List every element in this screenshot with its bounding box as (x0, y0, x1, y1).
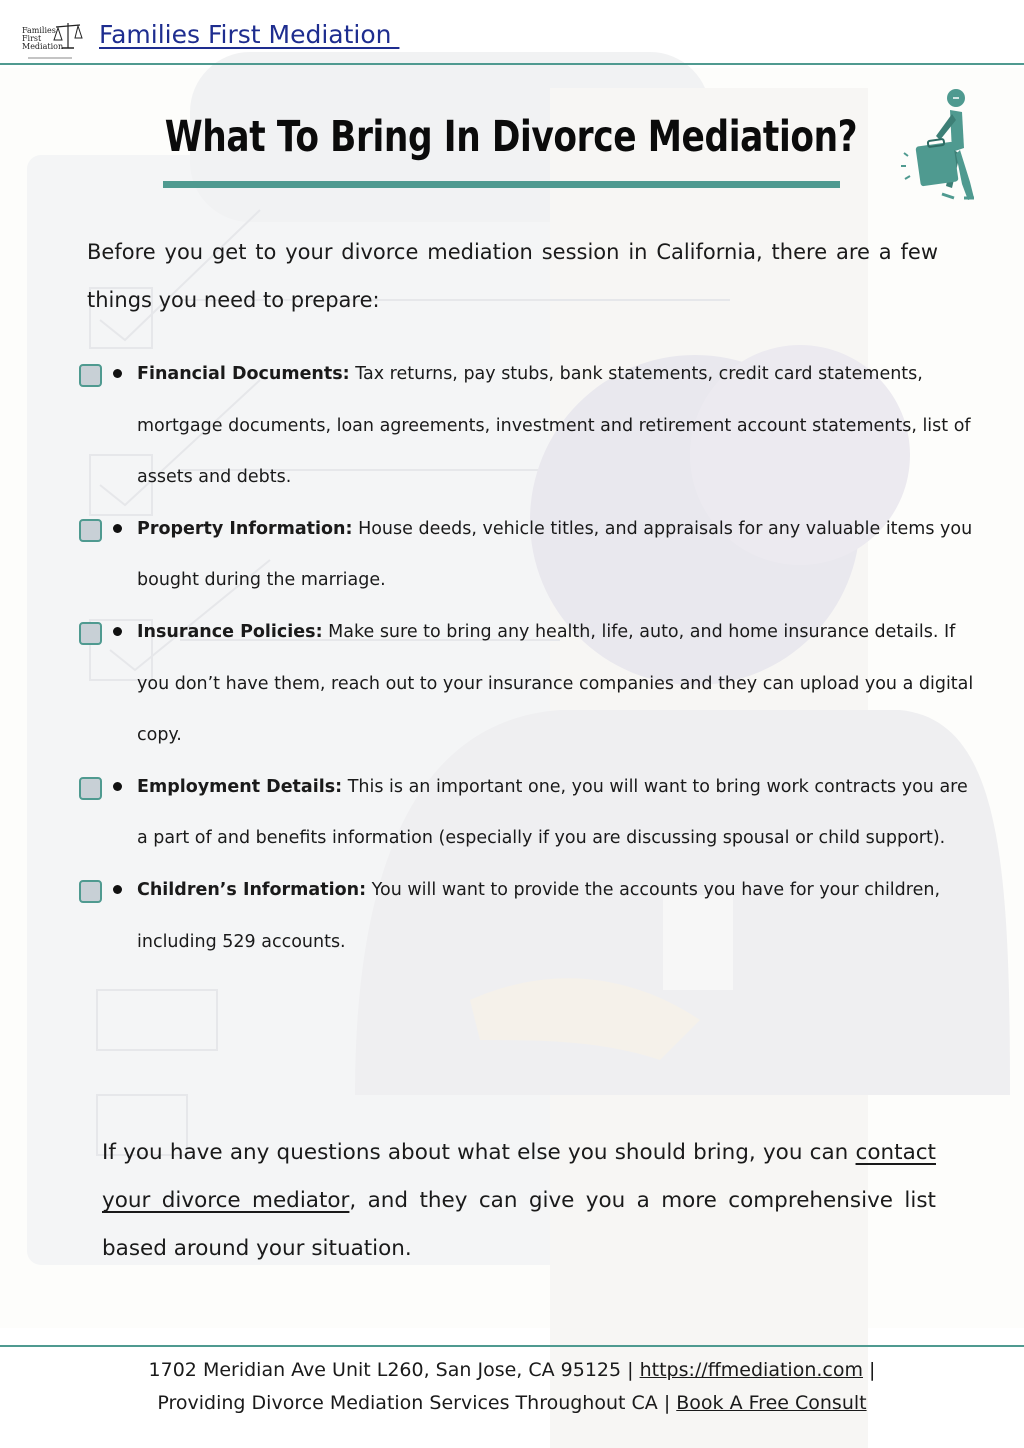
svg-text:First: First (22, 34, 42, 43)
footer-services: Providing Divorce Mediation Services Throughout CA | (157, 1392, 677, 1414)
list-item (0, 607, 979, 762)
item-label: Insurance Policies: (137, 621, 323, 642)
footer-separator: | (862, 1359, 876, 1381)
checkbox-icon[interactable] (79, 777, 102, 800)
intro-paragraph: Before you get to your divorce mediation session in California, there are a few things you need to prepare: (87, 240, 938, 312)
header-divider (0, 63, 1024, 65)
scales-logo (20, 18, 90, 62)
closing-text-end: , and they can give you a more comprehensive list based around your situation. (102, 1188, 936, 1261)
svg-text:Mediation: Mediation (22, 42, 64, 51)
website-link[interactable]: https://ffmediation.com (639, 1359, 863, 1381)
item-label: Children’s Information: (137, 879, 367, 900)
checkbox-icon[interactable] (79, 364, 102, 387)
checklist (0, 349, 1024, 968)
closing-paragraph (102, 1129, 936, 1273)
item-description: You will want to provide the accounts you have for your children, including 529 accounts. (137, 879, 941, 952)
closing-text-start: If you have any questions about what else you should bring, you can (102, 1140, 856, 1165)
person-with-suitcase-icon (898, 86, 980, 204)
page-title: What To Bring In Divorce Mediation? (164, 112, 858, 162)
title-underline (163, 181, 840, 188)
brand-link[interactable]: Families First Mediation (99, 20, 400, 49)
footer-address: 1702 Meridian Ave Unit L260, San Jose, CA 95125 | (148, 1359, 640, 1381)
bullet (113, 369, 122, 378)
list-item (0, 349, 979, 504)
checkbox-icon[interactable] (79, 622, 102, 645)
item-description: House deeds, vehicle titles, and appraisals for any valuable items you bought during the marriage. (137, 518, 973, 591)
bullet (113, 524, 122, 533)
item-description: Tax returns, pay stubs, bank statements, credit card statements, mortgage documents, loan agreements, investment and retirement account statements, list of assets and debts. (137, 364, 971, 488)
item-label: Employment Details: (137, 776, 343, 797)
book-consult-link[interactable]: Book A Free Consult (676, 1392, 867, 1414)
footer-divider (0, 1345, 1024, 1347)
item-description: Make sure to bring any health, life, auto, and home insurance details. If you don’t have them, reach out to your insurance companies and they can upload you a digital copy. (137, 621, 974, 746)
bullet (113, 627, 122, 636)
item-label: Financial Documents: (137, 364, 350, 384)
page-footer (0, 1354, 1024, 1420)
checkbox-icon[interactable] (79, 519, 102, 542)
item-label: Property Information: (137, 518, 353, 539)
list-item (0, 865, 979, 968)
list-item (0, 504, 979, 607)
contact-mediator-link[interactable]: contact your divorce mediator (102, 1140, 936, 1213)
page-header (0, 0, 1024, 64)
list-item (0, 762, 979, 865)
checkbox-icon[interactable] (79, 880, 102, 903)
item-description: This is an important one, you will want to bring work contracts you are a part of and benefits information (especially if you are discussing spousal or child support). (137, 776, 968, 849)
svg-text:Families: Families (22, 26, 56, 35)
bullet (113, 885, 122, 894)
bullet (113, 782, 122, 791)
